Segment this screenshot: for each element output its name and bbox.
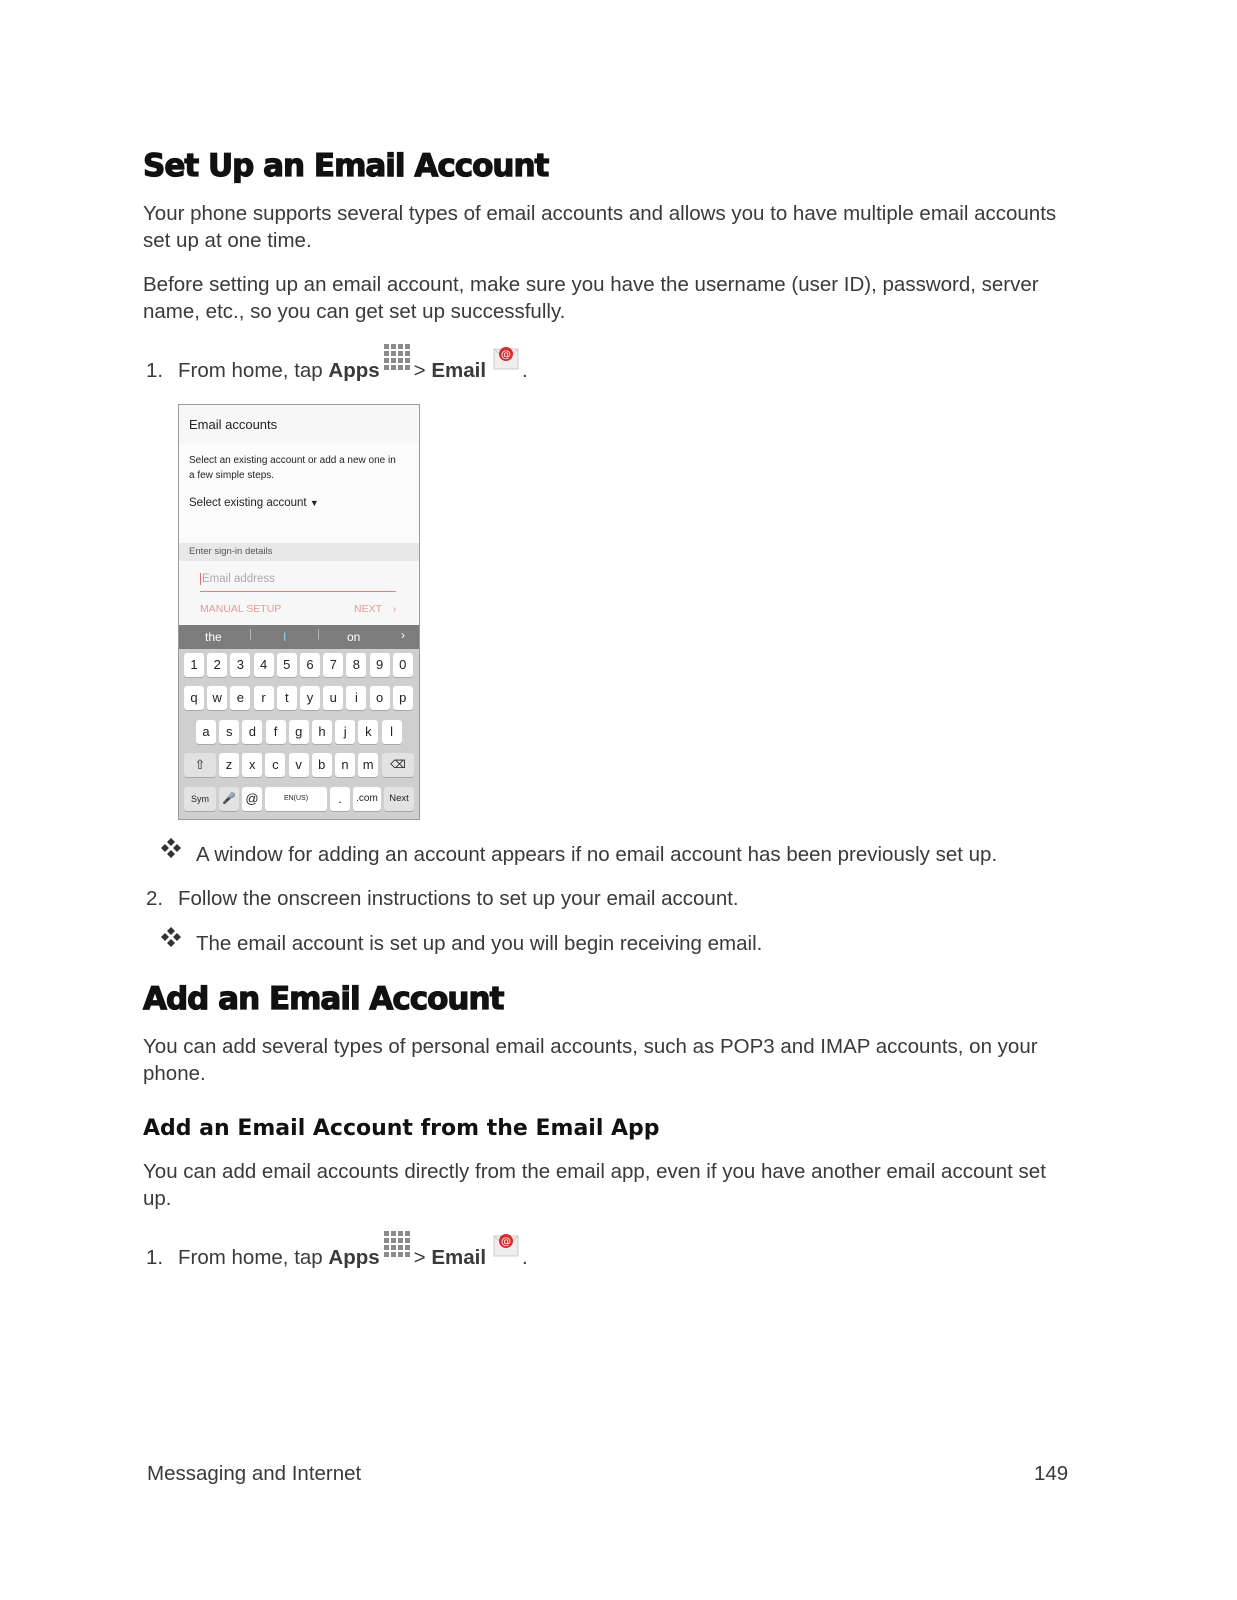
footer-section-title: Messaging and Internet xyxy=(147,1462,362,1485)
key-q[interactable]: q xyxy=(184,686,204,710)
diamond-bullet-icon xyxy=(160,926,182,948)
key-f[interactable]: f xyxy=(266,720,286,744)
email-address-input[interactable]: Email address xyxy=(202,573,275,585)
diamond-bullet-icon xyxy=(160,837,182,859)
bullet-note-receiving: The email account is set up and you will begin receiving email. xyxy=(160,932,762,956)
space-key[interactable]: EN(US) xyxy=(265,787,327,811)
section-heading-setup: Set Up an Email Account xyxy=(143,148,549,184)
email-app-icon xyxy=(492,1232,520,1258)
phone-description: Select an existing account or add a new one in a few simple steps. xyxy=(189,455,396,481)
key-m[interactable]: m xyxy=(358,753,378,777)
key-h[interactable]: h xyxy=(312,720,332,744)
setup-step-2: 2. Follow the onscreen instructions to set up your email account. xyxy=(146,887,739,910)
chevron-right-icon[interactable]: › xyxy=(401,628,405,642)
backspace-icon[interactable]: ⌫ xyxy=(382,753,414,777)
phone-screen-title: Email accounts xyxy=(189,417,278,432)
bullet-note-window: A window for adding an account appears if no email account has been previously set up. xyxy=(160,843,997,867)
key-t[interactable]: t xyxy=(277,686,297,710)
suggestion-word[interactable]: the xyxy=(205,630,222,644)
key-l[interactable]: l xyxy=(382,720,402,744)
chevron-right-icon: › xyxy=(392,603,397,615)
suggestion-word[interactable]: I xyxy=(283,630,287,644)
email-label: Email xyxy=(431,359,487,382)
page-number: 149 xyxy=(1034,1462,1069,1485)
key-n[interactable]: n xyxy=(335,753,355,777)
key-z[interactable]: z xyxy=(219,753,239,777)
section-heading-add: Add an Email Account xyxy=(143,981,504,1017)
apps-label: Apps xyxy=(328,1246,380,1269)
key-c[interactable]: c xyxy=(265,753,285,777)
onscreen-keyboard xyxy=(179,649,419,819)
sym-key[interactable]: Sym xyxy=(184,787,216,811)
setup-prereq-paragraph: Before setting up an email account, make sure you have the username (user ID), password, server name, etc., so you can get set up successfully. xyxy=(143,273,1039,323)
key-o[interactable]: o xyxy=(370,686,390,710)
apps-grid-icon xyxy=(383,1230,411,1258)
key-9[interactable]: 9 xyxy=(370,653,390,677)
key-y[interactable]: y xyxy=(300,686,320,710)
key-6[interactable]: 6 xyxy=(300,653,320,677)
dropdown-arrow-icon: ▼ xyxy=(309,498,319,508)
key-b[interactable]: b xyxy=(312,753,332,777)
key-3[interactable]: 3 xyxy=(230,653,250,677)
key-i[interactable]: i xyxy=(346,686,366,710)
key-v[interactable]: v xyxy=(289,753,309,777)
dotcom-key[interactable]: .com xyxy=(353,787,381,811)
key-4[interactable]: 4 xyxy=(254,653,274,677)
suggestion-word[interactable]: on xyxy=(347,630,361,644)
key-8[interactable]: 8 xyxy=(346,653,366,677)
key-1[interactable]: 1 xyxy=(184,653,204,677)
key-s[interactable]: s xyxy=(219,720,239,744)
sign-in-section-label: Enter sign-in details xyxy=(189,546,273,557)
microphone-icon[interactable]: 🎤 xyxy=(219,787,239,811)
email-app-paragraph: You can add email accounts directly from the email app, even if you have another email account set up. xyxy=(143,1160,1046,1210)
key-5[interactable]: 5 xyxy=(277,653,297,677)
keyboard-suggestion-bar: the | I | on › xyxy=(179,625,419,649)
apps-grid-icon xyxy=(383,343,411,371)
key-w[interactable]: w xyxy=(207,686,227,710)
email-app-icon xyxy=(492,345,520,371)
select-existing-account-dropdown[interactable]: Select existing account ▼ xyxy=(189,497,319,509)
key-x[interactable]: x xyxy=(242,753,262,777)
setup-step-1: 1. From home, tap Apps > Email @ . xyxy=(146,351,528,383)
key-u[interactable]: u xyxy=(323,686,343,710)
shift-key[interactable]: ⇧ xyxy=(184,753,216,777)
key-2[interactable]: 2 xyxy=(207,653,227,677)
subsection-heading-email-app: Add an Email Account from the Email App xyxy=(143,1116,660,1141)
add-step-1: 1. From home, tap Apps > Email @ . xyxy=(146,1238,528,1270)
key-k[interactable]: k xyxy=(358,720,378,744)
key-g[interactable]: g xyxy=(289,720,309,744)
key-j[interactable]: j xyxy=(335,720,355,744)
at-key[interactable]: @ xyxy=(242,787,262,811)
setup-intro-paragraph: Your phone supports several types of email accounts and allows you to have multiple email accounts set up at one time. xyxy=(143,202,1057,252)
period-key[interactable]: . xyxy=(330,787,350,811)
key-p[interactable]: p xyxy=(393,686,413,710)
svg-text:@: @ xyxy=(501,1236,512,1248)
email-label: Email xyxy=(431,1246,487,1269)
next-button[interactable]: NEXT › xyxy=(354,603,397,615)
key-a[interactable]: a xyxy=(196,720,216,744)
manual-setup-button[interactable]: MANUAL SETUP xyxy=(200,603,282,615)
next-key[interactable]: Next xyxy=(384,787,414,811)
key-e[interactable]: e xyxy=(230,686,250,710)
apps-label: Apps xyxy=(328,359,380,382)
key-r[interactable]: r xyxy=(254,686,274,710)
svg-text:@: @ xyxy=(501,349,512,361)
key-7[interactable]: 7 xyxy=(323,653,343,677)
email-accounts-screenshot xyxy=(178,404,420,820)
key-d[interactable]: d xyxy=(242,720,262,744)
add-intro-paragraph: You can add several types of personal email accounts, such as POP3 and IMAP accounts, on your phone. xyxy=(143,1035,1038,1085)
key-0[interactable]: 0 xyxy=(393,653,413,677)
